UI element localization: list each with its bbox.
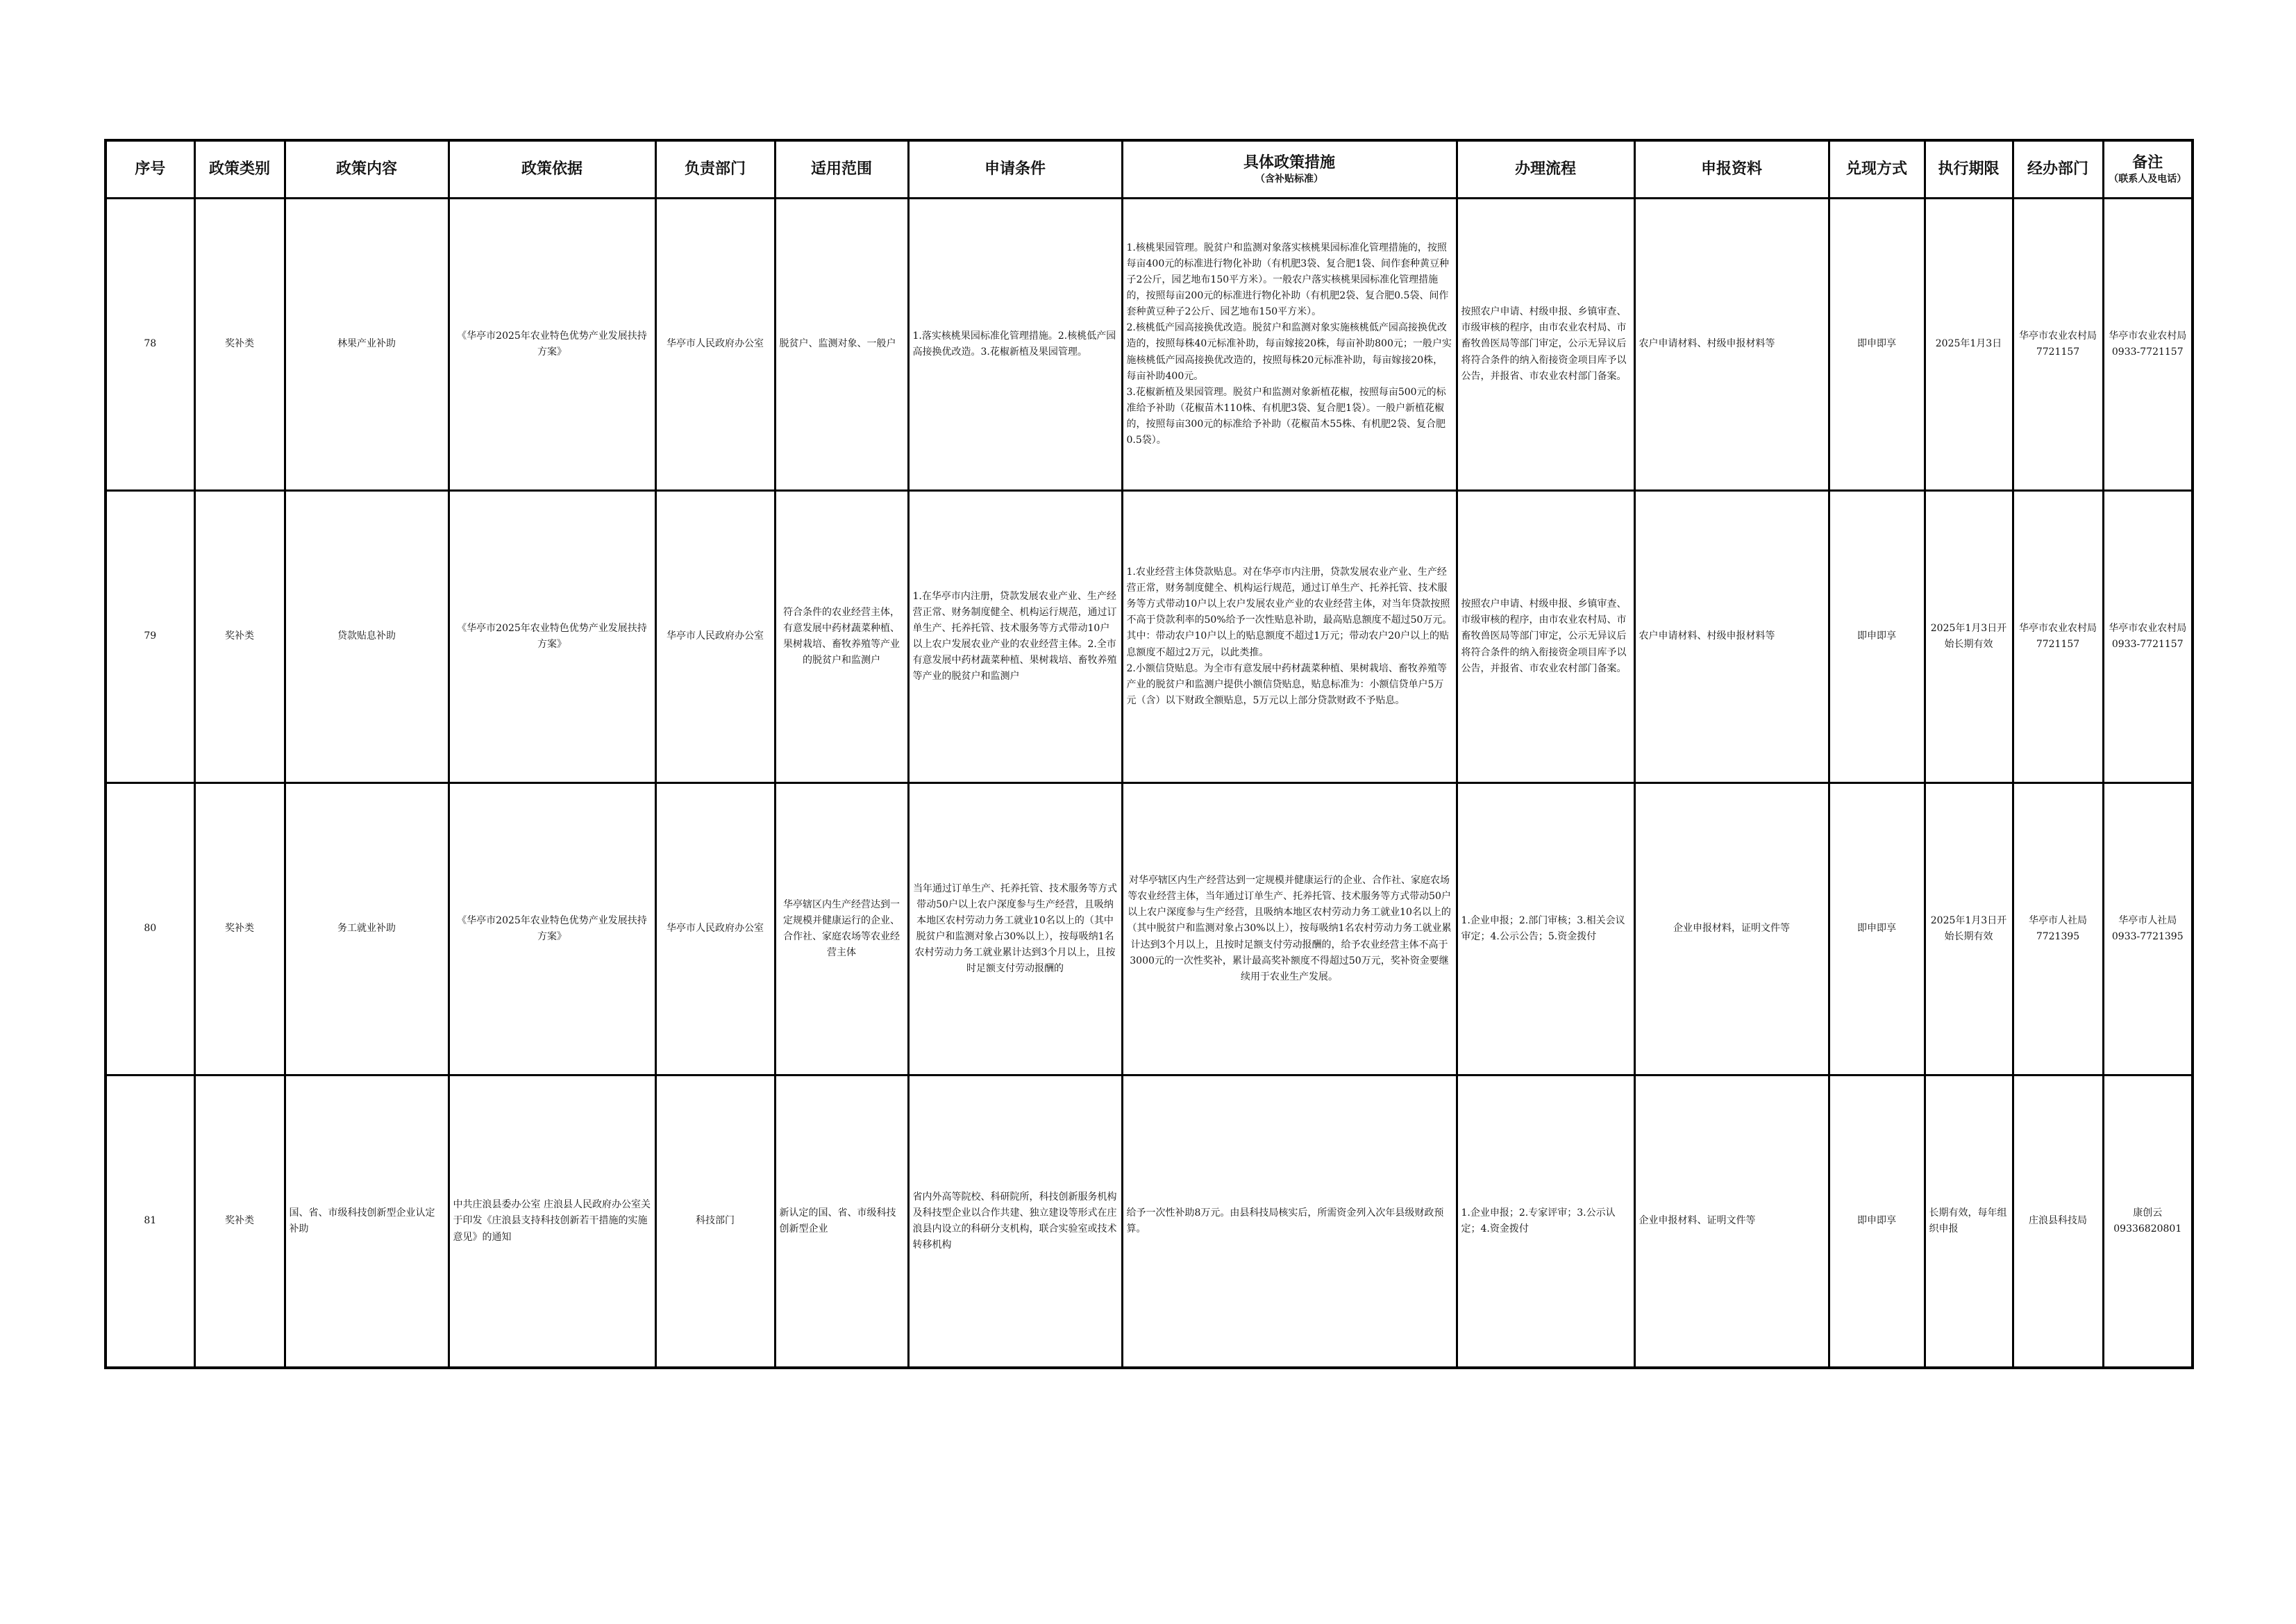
table-row: [106, 1075, 2193, 1368]
header-department: 负责部门: [655, 140, 775, 199]
cell-handler: 华亭市人社局7721395: [2013, 783, 2103, 1075]
cell-materials: 农户申请材料、村级申报材料等: [1634, 199, 1829, 491]
header-measures: [1122, 140, 1457, 199]
cell-conditions: 当年通过订单生产、托养托管、技术服务等方式带动50户以上农户深度参与生产经营，且吸纳本地区农村劳动力务工就业10名以上的（其中脱贫户和监测对象占30%以上），按每吸纳1名农村劳动力务工就业累计达到3个月以上，且按时足额支付劳动报酬的: [908, 783, 1122, 1075]
cell-scope: 脱贫户、监测对象、一般户: [775, 199, 908, 491]
cell-handler: 华亭市农业农村局7721157: [2013, 199, 2103, 491]
cell-materials: 企业申报材料、证明文件等: [1634, 1075, 1829, 1368]
cell-remark: 康创云09336820801: [2103, 1075, 2193, 1368]
cell-measures: 给予一次性补助8万元。由县科技局核实后，所需资金列入次年县级财政预算。: [1122, 1075, 1457, 1368]
cell-basis: 《华亭市2025年农业特色优势产业发展扶持方案》: [449, 783, 655, 1075]
cell-content: 贷款贴息补助: [285, 491, 449, 783]
cell-remark: 华亭市农业农村局0933-7721157: [2103, 491, 2193, 783]
cell-measures: 1.农业经营主体贷款贴息。对在华亭市内注册，贷款发展农业产业、生产经营正常，财务制度健全、机构运行规范，通过订单生产、托养托管、技术服务等方式带动10户以上农户发展农业产业的农业经营主体，对当年贷款按照不高于贷款利率的50%给予一次性贴息补助，最高贴息额度不超过50万元。其中：带动农户10户以上的贴息额度不超过1万元；带动农户20户以上的贴息额度不超过2万元，以此类推。 2.小额信贷贴息。为全市有意发展中药材蔬菜种植、果树栽培、畜牧养殖等产业的脱贫户和监测户提供小额信贷贴息，贴息标准为：小额信贷单户5万元（含）以下财政全额贴息，5万元以上部分贷款财政不予贴息。: [1122, 491, 1457, 783]
header-method: 兑现方式: [1829, 140, 1925, 199]
table-row: [106, 491, 2193, 783]
header-content: 政策内容: [285, 140, 449, 199]
cell-department: 华亭市人民政府办公室: [655, 199, 775, 491]
header-period: 执行期限: [1925, 140, 2013, 199]
header-category: 政策类别: [194, 140, 285, 199]
header-scope: 适用范围: [775, 140, 908, 199]
cell-scope: 新认定的国、省、市级科技创新型企业: [775, 1075, 908, 1368]
header-seq: 序号: [106, 140, 194, 199]
cell-method: 即申即享: [1829, 783, 1925, 1075]
cell-content: 国、省、市级科技创新型企业认定补助: [285, 1075, 449, 1368]
cell-scope: 符合条件的农业经营主体，有意发展中药材蔬菜种植、果树栽培、畜牧养殖等产业的脱贫户和监测户: [775, 491, 908, 783]
cell-content: 林果产业补助: [285, 199, 449, 491]
cell-handler: 华亭市农业农村局7721157: [2013, 491, 2103, 783]
cell-process: 1.企业申报；2.部门审核；3.相关会议审定；4.公示公告；5.资金拨付: [1457, 783, 1634, 1075]
cell-conditions: 省内外高等院校、科研院所，科技创新服务机构及科技型企业以合作共建、独立建设等形式在庄浪县内设立的科研分支机构，联合实验室或技术转移机构: [908, 1075, 1122, 1368]
header-remark: [2103, 140, 2193, 199]
cell-seq: 78: [106, 199, 194, 491]
table-row: [106, 199, 2193, 491]
cell-conditions: 1.落实核桃果园标准化管理措施。2.核桃低产园高接换优改造。3.花椒新植及果园管理。: [908, 199, 1122, 491]
cell-method: 即申即享: [1829, 491, 1925, 783]
header-basis: 政策依据: [449, 140, 655, 199]
header-row: [106, 140, 2193, 199]
cell-department: 科技部门: [655, 1075, 775, 1368]
cell-period: 长期有效，每年组织申报: [1925, 1075, 2013, 1368]
cell-handler: 庄浪县科技局: [2013, 1075, 2103, 1368]
cell-period: 2025年1月3日开始长期有效: [1925, 783, 2013, 1075]
cell-seq: 81: [106, 1075, 194, 1368]
cell-department: 华亭市人民政府办公室: [655, 783, 775, 1075]
cell-category: 奖补类: [194, 1075, 285, 1368]
cell-measures: 对华亭辖区内生产经营达到一定规模并健康运行的企业、合作社、家庭农场等农业经营主体，当年通过订单生产、托养托管、技术服务等方式带动50户以上农户深度参与生产经营，且吸纳本地区农村劳动力务工就业10名以上的（其中脱贫户和监测对象占30%以上），按每吸纳1名农村劳动力务工就业累计达到3个月以上，且按时足额支付劳动报酬的，给予农业经营主体不高于3000元的一次性奖补，累计最高奖补额度不得超过50万元，奖补资金要继续用于农业生产发展。: [1122, 783, 1457, 1075]
cell-basis: 《华亭市2025年农业特色优势产业发展扶持方案》: [449, 491, 655, 783]
cell-measures: 1.核桃果园管理。脱贫户和监测对象落实核桃果园标准化管理措施的，按照每亩400元的标准进行物化补助（有机肥3袋、复合肥1袋、间作套种黄豆种子2公斤，园艺地布150平方米）。一般农户落实核桃果园标准化管理措施的，按照每亩200元的标准进行物化补助（有机肥2袋、复合肥0.5袋、间作套种黄豆种子2公斤、园艺地布150平方米）。 2.核桃低产园高接换优改造。脱贫户和监测对象实施核桃低产园高接换优改造的，按照每株40元标准补助，每亩嫁接20株，每亩补助800元；一般户实施核桃低产园高接换优改造的，按照每株20元标准补助，每亩嫁接20株，每亩补助400元。 3.花椒新植及果园管理。脱贫户和监测对象新植花椒，按照每亩500元的标准给予补助（花椒苗木110株、有机肥3袋、复合肥1袋）。一般户新植花椒的，按照每亩300元的标准给予补助（花椒苗木55株、有机肥2袋、复合肥0.5袋）。: [1122, 199, 1457, 491]
cell-process: 按照农户申请、村级申报、乡镇审查、市级审核的程序，由市农业农村局、市畜牧兽医局等部门审定，公示无异议后将符合条件的纳入衔接资金项目库予以公告，并报省、市农业农村部门备案。: [1457, 199, 1634, 491]
cell-remark: 华亭市农业农村局0933-7721157: [2103, 199, 2193, 491]
policy-table: [104, 139, 2194, 1369]
cell-process: 按照农户申请、村级申报、乡镇审查、市级审核的程序，由市农业农村局、市畜牧兽医局等部门审定，公示无异议后将符合条件的纳入衔接资金项目库予以公告，并报省、市农业农村部门备案。: [1457, 491, 1634, 783]
cell-period: 2025年1月3日开始长期有效: [1925, 491, 2013, 783]
cell-scope: 华亭辖区内生产经营达到一定规模并健康运行的企业、合作社、家庭农场等农业经营主体: [775, 783, 908, 1075]
header-measures-subtitle: （含补贴标准）: [1255, 174, 1323, 185]
cell-conditions: 1.在华亭市内注册，贷款发展农业产业、生产经营正常、财务制度健全、机构运行规范，通过订单生产、托养托管、技术服务等方式带动10户以上农户发展农业产业的农业经营主体。2.全市有意发展中药材蔬菜种植、果树栽培、畜牧养殖等产业的脱贫户和监测户: [908, 491, 1122, 783]
header-conditions: 申请条件: [908, 140, 1122, 199]
cell-seq: 79: [106, 491, 194, 783]
cell-materials: 农户申请材料、村级申报材料等: [1634, 491, 1829, 783]
cell-category: 奖补类: [194, 199, 285, 491]
cell-remark: 华亭市人社局0933-7721395: [2103, 783, 2193, 1075]
cell-department: 华亭市人民政府办公室: [655, 491, 775, 783]
cell-method: 即申即享: [1829, 199, 1925, 491]
cell-basis: 《华亭市2025年农业特色优势产业发展扶持方案》: [449, 199, 655, 491]
header-measures-title: 具体政策措施: [1243, 153, 1335, 171]
cell-materials: 企业申报材料，证明文件等: [1634, 783, 1829, 1075]
cell-period: 2025年1月3日: [1925, 199, 2013, 491]
table-body: [106, 199, 2193, 1368]
cell-basis: 中共庄浪县委办公室 庄浪县人民政府办公室关于印发《庄浪县支持科技创新若干措施的实施意见》的通知: [449, 1075, 655, 1368]
cell-content: 务工就业补助: [285, 783, 449, 1075]
header-handler: 经办部门: [2013, 140, 2103, 199]
header-materials: 申报资料: [1634, 140, 1829, 199]
cell-category: 奖补类: [194, 783, 285, 1075]
table-row: [106, 783, 2193, 1075]
table-header: [106, 140, 2193, 199]
cell-category: 奖补类: [194, 491, 285, 783]
cell-seq: 80: [106, 783, 194, 1075]
header-remark-subtitle: （联系人及电话）: [2109, 174, 2187, 185]
cell-process: 1.企业申报；2.专家评审；3.公示认定；4.资金拨付: [1457, 1075, 1634, 1368]
header-remark-title: 备注: [2132, 153, 2163, 171]
cell-method: 即申即享: [1829, 1075, 1925, 1368]
header-process: 办理流程: [1457, 140, 1634, 199]
